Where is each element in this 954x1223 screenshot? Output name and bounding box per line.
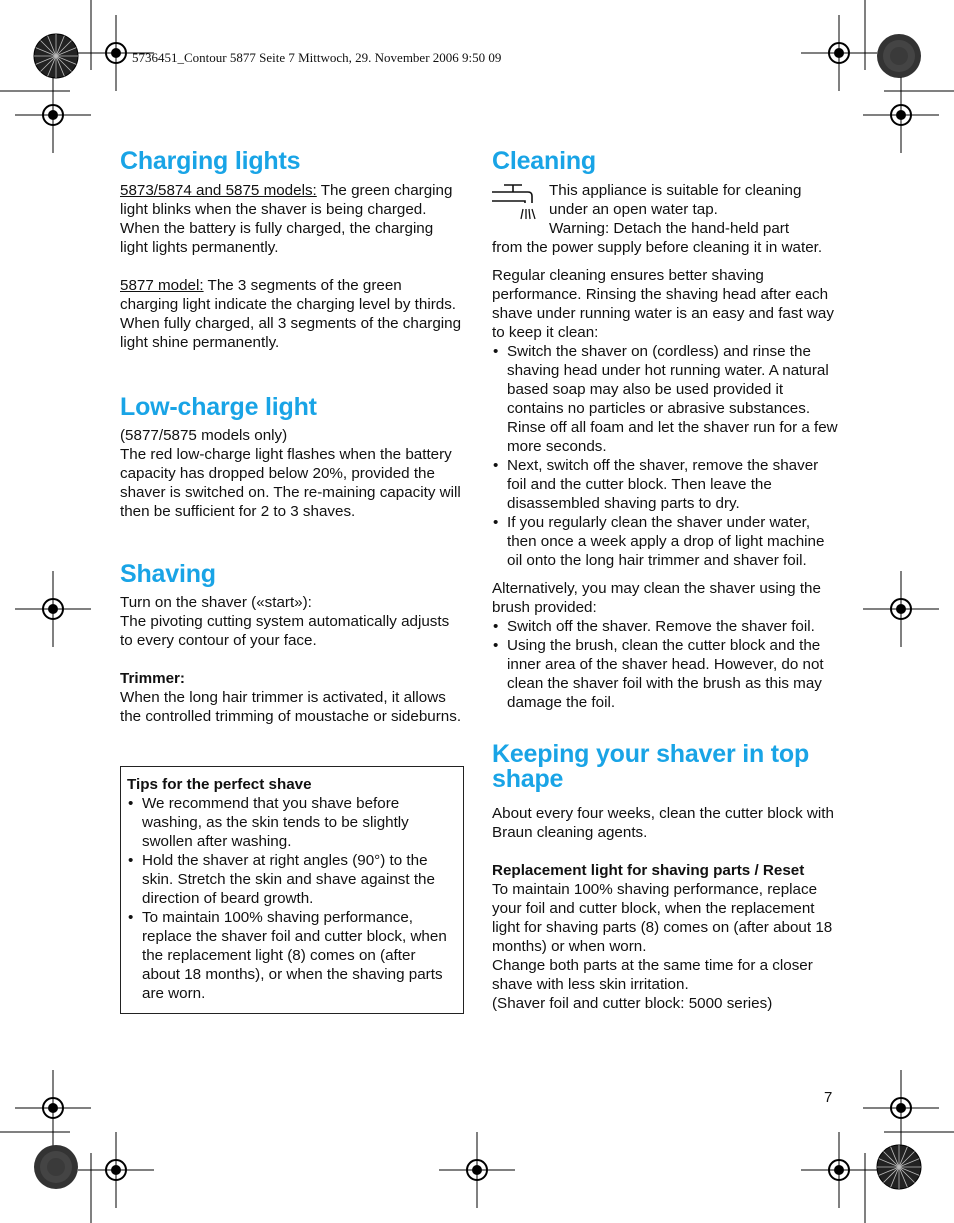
- cleaning-item: • Next, switch off the shaver, remove the shaver foil and the cutter block. Then leave the disassembled shaving parts to dry.: [492, 456, 838, 513]
- tap-block: [492, 181, 838, 257]
- tap-line-3: from the power supply before cleaning it in water.: [492, 239, 823, 256]
- charging-models-lead: 5873/5874 and 5875 models:: [120, 182, 317, 199]
- tips-list: [127, 794, 455, 1003]
- charging-text-2: The 3 segments of the green charging light indicate the charging level by thirds. When fully charged, all 3 segments of the charging light shine permanently.: [120, 277, 462, 351]
- series-text: (Shaver foil and cutter block: 5000 series): [492, 995, 773, 1012]
- page-number: 7: [824, 1089, 833, 1106]
- brush-list: [492, 617, 838, 712]
- replacement-heading: Replacement light for shaving parts / Reset: [492, 862, 805, 879]
- charging-text-1: The green charging light blinks when the shaver is being charged. When the battery is fully charged, the charging light lights permanently.: [120, 182, 453, 256]
- tips-item: • To maintain 100% shaving performance, replace the shaver foil and cutter block, when the replacement light (8) comes on (after about 18 months), or when the shaving parts are worn.: [127, 908, 455, 1003]
- heading-shaving: Shaving: [120, 560, 216, 588]
- replacement-text: To maintain 100% shaving performance, replace your foil and cutter block, when the replacement light for shaving parts (8) comes on (after about 18 months) or when worn.: [492, 881, 833, 955]
- left-column: [120, 146, 464, 1014]
- tips-item: • We recommend that you shave before washing, as the skin tends to be slightly swollen after washing.: [127, 794, 455, 851]
- brush-item: • Switch off the shaver. Remove the shaver foil.: [492, 617, 838, 636]
- heading-charging-lights: Charging lights: [120, 147, 301, 175]
- tap-line-2: Warning: Detach the hand-held part: [549, 220, 790, 237]
- charging-paragraph-1: [120, 181, 464, 257]
- heading-keeping-shaver: Keeping your shaver in top shape: [492, 740, 810, 793]
- keeping-text: About every four weeks, clean the cutter block with Braun cleaning agents.: [492, 805, 834, 841]
- right-column: [492, 146, 838, 1013]
- tap-line-1: This appliance is suitable for cleaning under an open water tap.: [549, 182, 802, 218]
- cleaning-list: [492, 342, 838, 570]
- lowcharge-note: (5877/5875 models only): [120, 427, 288, 444]
- water-tap-icon: [492, 183, 540, 227]
- cleaning-item: • If you regularly clean the shaver under water, then once a week apply a drop of light machine oil onto the long hair trimmer and shaver foil.: [492, 513, 838, 570]
- charging-paragraph-2: [120, 276, 464, 352]
- cleaning-alternative: Alternatively, you may clean the shaver using the brush provided:: [492, 580, 821, 616]
- brush-item: • Using the brush, clean the cutter block and the inner area of the shaver head. However, do not clean the shaver foil with the brush as this may damage the foil.: [492, 636, 838, 712]
- cleaning-regular: Regular cleaning ensures better shaving performance. Rinsing the shaving head after each shave under running water is an easy and fast way to keep it clean:: [492, 267, 834, 341]
- print-slug: 5736451_Contour 5877 Seite 7 Mittwoch, 29. November 2006 9:50 09: [132, 50, 502, 65]
- change-text: Change both parts at the same time for a closer shave with less skin irritation.: [492, 957, 813, 993]
- charging-model-lead: 5877 model:: [120, 277, 204, 294]
- cleaning-item: • Switch the shaver on (cordless) and rinse the shaving head under hot running water. A natural based soap may also be used provided it contains no particles or abrasive substances. Rinse off all foam and let the shaver run for a few more seconds.: [492, 342, 838, 456]
- trimmer-text: When the long hair trimmer is activated, it allows the controlled trimming of moustache or sideburns.: [120, 689, 462, 725]
- trimmer-heading: Trimmer:: [120, 670, 185, 687]
- tips-heading: Tips for the perfect shave: [127, 776, 312, 793]
- lowcharge-text: The red low-charge light flashes when the battery capacity has dropped below 20%, provided the shaver is switched on. The re-maining capacity will then be sufficient for 2 to 3 shaves.: [120, 446, 461, 520]
- shaving-line-1: Turn on the shaver («start»):: [120, 594, 312, 611]
- heading-cleaning: Cleaning: [492, 147, 596, 175]
- shaving-line-2: The pivoting cutting system automatically adjusts to every contour of your face.: [120, 613, 450, 649]
- tips-item: • Hold the shaver at right angles (90°) to the skin. Stretch the skin and shave against the direction of beard growth.: [127, 851, 455, 908]
- tips-box: [120, 766, 464, 1014]
- heading-low-charge-light: Low-charge light: [120, 393, 317, 421]
